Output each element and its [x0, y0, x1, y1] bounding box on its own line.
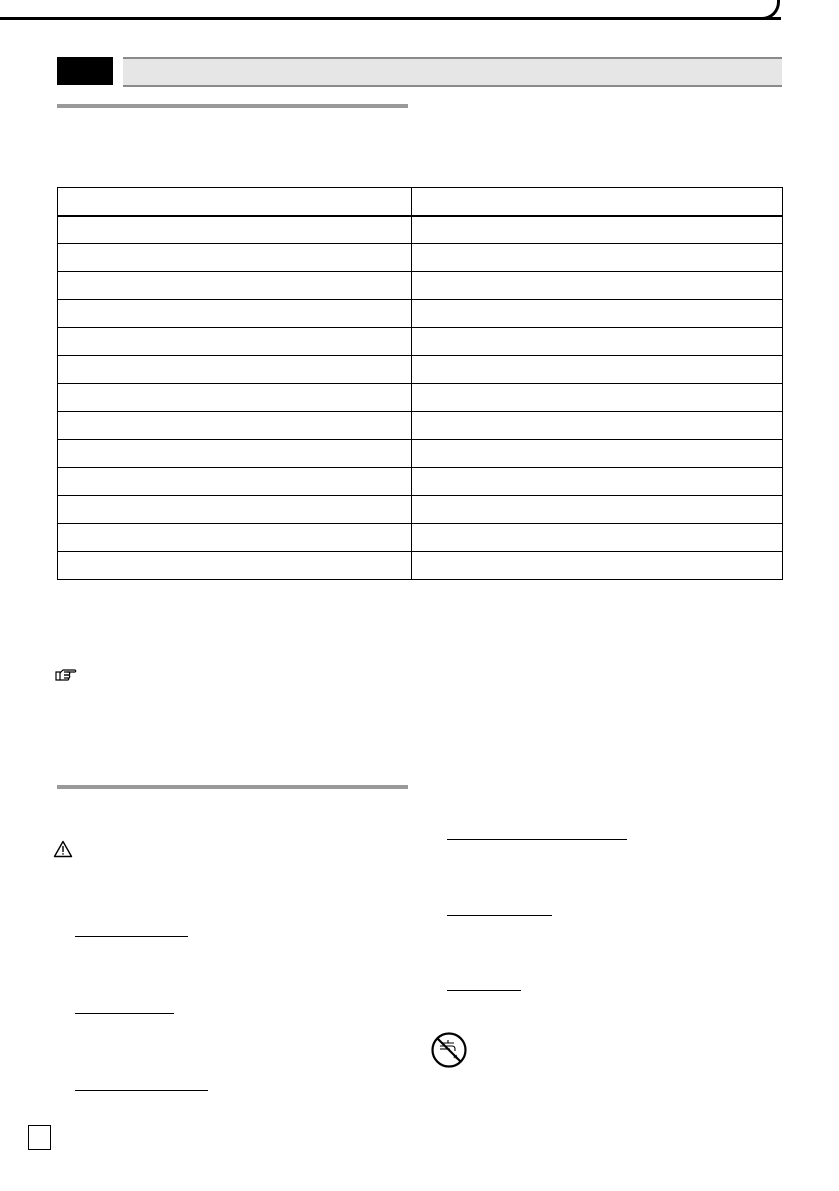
table-row	[58, 468, 783, 496]
table-cell	[412, 440, 783, 468]
table-cell	[412, 552, 783, 580]
subheading-underline	[447, 915, 552, 916]
language-tab	[57, 57, 113, 85]
table-row	[58, 440, 783, 468]
table-header-cell	[412, 188, 783, 216]
table-row	[58, 412, 783, 440]
section-divider	[57, 785, 408, 789]
pointing-hand-icon	[55, 668, 77, 682]
no-tap-water-icon	[430, 1031, 468, 1069]
specifications-table	[57, 187, 783, 580]
table-row	[58, 552, 783, 580]
table-row	[58, 272, 783, 300]
table-cell	[412, 412, 783, 440]
table-cell	[58, 216, 412, 244]
subheading-underline	[75, 1090, 208, 1091]
table-row	[58, 300, 783, 328]
table-cell	[412, 384, 783, 412]
table-row	[58, 328, 783, 356]
table-cell	[58, 412, 412, 440]
table-row	[58, 524, 783, 552]
page-number-box	[28, 1125, 51, 1150]
section-divider	[57, 104, 408, 108]
warning-triangle-icon	[53, 840, 73, 858]
table-cell	[58, 356, 412, 384]
table-cell	[58, 496, 412, 524]
table-header-cell	[58, 188, 412, 216]
table-cell	[58, 300, 412, 328]
table-cell	[412, 300, 783, 328]
table-cell	[412, 496, 783, 524]
table-header-row	[58, 188, 783, 216]
header-bar	[123, 57, 782, 87]
table-row	[58, 216, 783, 244]
subheading-underline	[447, 839, 627, 840]
table-cell	[412, 272, 783, 300]
table-row	[58, 356, 783, 384]
table-cell	[58, 440, 412, 468]
table-cell	[412, 524, 783, 552]
table-cell	[412, 328, 783, 356]
table-cell	[58, 524, 412, 552]
table-row	[58, 496, 783, 524]
table-row	[58, 384, 783, 412]
table-cell	[58, 328, 412, 356]
table-cell	[412, 468, 783, 496]
table-cell	[412, 244, 783, 272]
table-cell	[412, 356, 783, 384]
table-cell	[58, 244, 412, 272]
subheading-underline	[75, 936, 188, 937]
table-cell	[58, 272, 412, 300]
table-cell	[58, 468, 412, 496]
table-row	[58, 244, 783, 272]
crop-mark-line	[0, 17, 781, 20]
table-cell	[412, 216, 783, 244]
subheading-underline	[75, 1013, 174, 1014]
table-cell	[58, 384, 412, 412]
subheading-underline	[447, 990, 521, 991]
table-cell	[58, 552, 412, 580]
